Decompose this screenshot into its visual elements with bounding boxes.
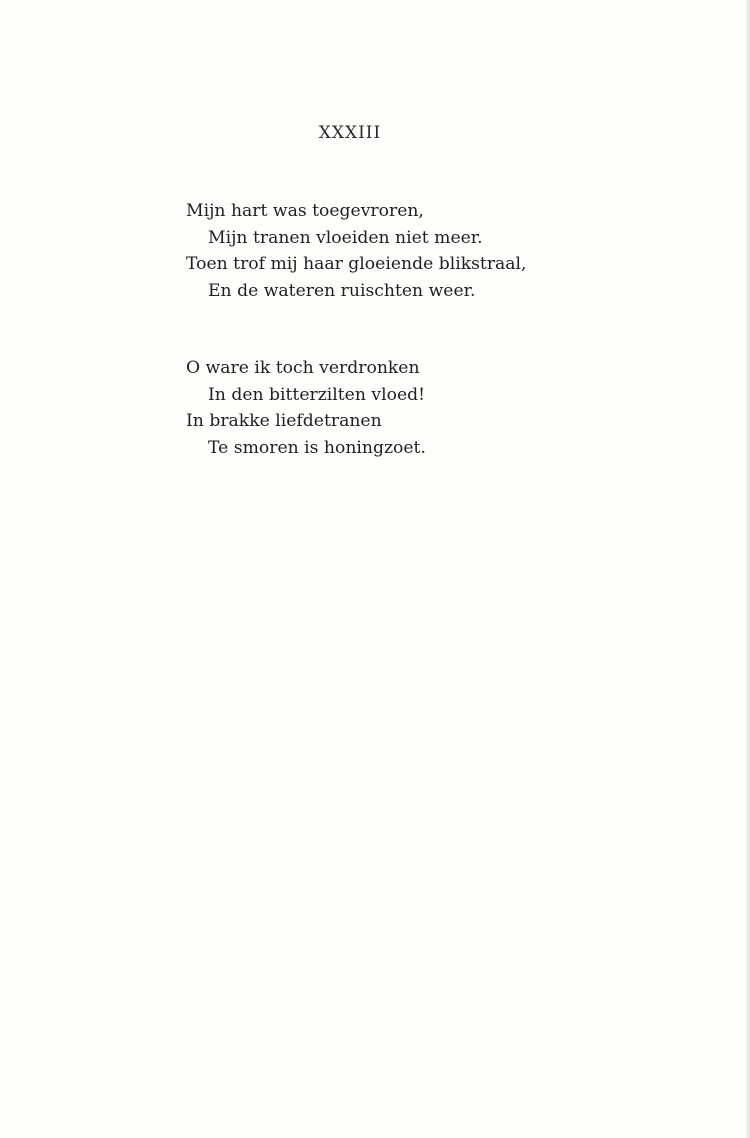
poem-line: Toen trof mij haar gloeiende blikstraal, (186, 254, 527, 274)
poem-line: Te smoren is honingzoet. (208, 437, 426, 458)
poem-line: In brakke liefdetranen (186, 411, 382, 431)
poem-line: In den bitterzilten vloed! (208, 384, 426, 405)
poem-line: En de wateren ruischten weer. (208, 280, 476, 301)
stanza-1 (186, 198, 527, 304)
poem-title: XXXIII (318, 123, 382, 143)
poem-line: Mijn tranen vloeiden niet meer. (208, 227, 483, 248)
stanza-2 (186, 355, 426, 461)
page-edge-shadow (746, 0, 750, 1138)
poem-line: Mijn hart was toegevroren, (186, 201, 424, 221)
poem-line: O ware ik toch verdronken (186, 358, 420, 378)
